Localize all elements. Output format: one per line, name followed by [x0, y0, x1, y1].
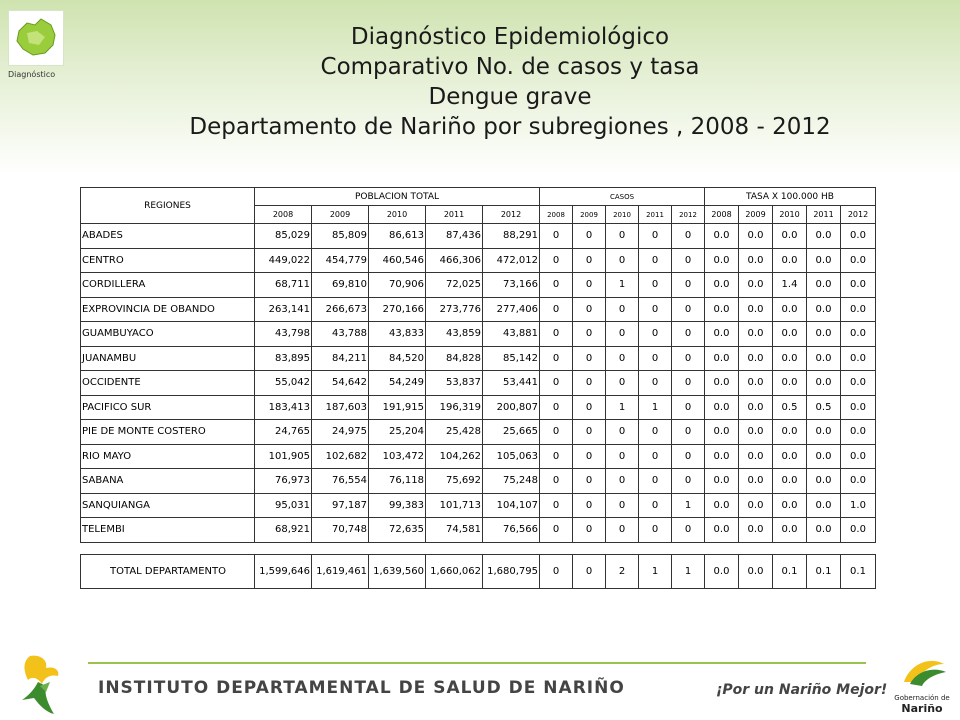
cases-cell: 0 — [672, 420, 705, 445]
rate-cell: 0.0 — [841, 518, 876, 543]
population-cell: 270,166 — [369, 297, 426, 322]
rate-cell: 0.0 — [841, 297, 876, 322]
table-row — [81, 444, 876, 469]
rate-cell: 0.0 — [841, 371, 876, 396]
cases-cell: 0 — [672, 395, 705, 420]
rate-cell: 0.0 — [773, 469, 807, 494]
cases-cell: 0 — [540, 322, 573, 347]
cases-cell: 1 — [672, 554, 705, 588]
rate-cell: 0.0 — [739, 371, 773, 396]
population-cell: 104,107 — [483, 493, 540, 518]
cases-cell: 0 — [639, 273, 672, 298]
cases-cell: 0 — [540, 518, 573, 543]
cases-cell: 0 — [540, 346, 573, 371]
cases-cell: 0 — [573, 371, 606, 396]
rate-cell: 0.0 — [705, 297, 739, 322]
region-cell: SABANA — [81, 469, 255, 494]
population-cell: 70,906 — [369, 273, 426, 298]
population-cell: 449,022 — [255, 248, 312, 273]
rate-cell: 0.0 — [773, 322, 807, 347]
year-header: 2010 — [773, 206, 807, 224]
year-header: 2009 — [739, 206, 773, 224]
cases-cell: 0 — [540, 248, 573, 273]
population-cell: 466,306 — [426, 248, 483, 273]
rate-cell: 0.0 — [739, 444, 773, 469]
table-row — [81, 346, 876, 371]
cases-cell: 0 — [573, 346, 606, 371]
rate-cell: 0.0 — [773, 493, 807, 518]
cases-cell: 0 — [672, 371, 705, 396]
rate-cell: 0.5 — [807, 395, 841, 420]
spacer-row — [81, 542, 876, 554]
rate-cell: 0.0 — [807, 518, 841, 543]
population-cell: 99,383 — [369, 493, 426, 518]
region-cell: TELEMBI — [81, 518, 255, 543]
table-row — [81, 518, 876, 543]
rate-cell: 0.0 — [807, 224, 841, 249]
population-cell: 97,187 — [312, 493, 369, 518]
cases-cell: 0 — [540, 395, 573, 420]
cases-cell: 0 — [606, 444, 639, 469]
table-row — [81, 297, 876, 322]
cases-cell: 0 — [606, 224, 639, 249]
region-cell: OCCIDENTE — [81, 371, 255, 396]
rate-cell: 0.0 — [841, 322, 876, 347]
page-title — [90, 22, 930, 142]
rate-cell: 0.0 — [807, 420, 841, 445]
dengue-table — [80, 187, 876, 589]
rate-cell: 0.0 — [841, 469, 876, 494]
cases-cell: 0 — [672, 297, 705, 322]
cases-cell: 0 — [573, 518, 606, 543]
population-cell: 76,566 — [483, 518, 540, 543]
population-cell: 25,665 — [483, 420, 540, 445]
rate-cell: 0.0 — [807, 273, 841, 298]
total-row — [81, 554, 876, 588]
cases-cell: 0 — [639, 518, 672, 543]
cases-cell: 0 — [606, 420, 639, 445]
population-cell: 1,619,461 — [312, 554, 369, 588]
rate-cell: 0.0 — [807, 469, 841, 494]
year-header: 2009 — [312, 206, 369, 224]
rate-cell: 0.0 — [705, 554, 739, 588]
population-cell: 200,807 — [483, 395, 540, 420]
population-cell: 103,472 — [369, 444, 426, 469]
population-cell: 84,828 — [426, 346, 483, 371]
population-cell: 273,776 — [426, 297, 483, 322]
rate-cell: 0.0 — [841, 224, 876, 249]
population-cell: 54,249 — [369, 371, 426, 396]
cases-cell: 1 — [639, 554, 672, 588]
rate-cell: 0.0 — [705, 518, 739, 543]
population-cell: 74,581 — [426, 518, 483, 543]
region-cell: RIO MAYO — [81, 444, 255, 469]
rate-cell: 1.0 — [841, 493, 876, 518]
population-cell: 102,682 — [312, 444, 369, 469]
region-cell: GUAMBUYACO — [81, 322, 255, 347]
population-cell: 68,921 — [255, 518, 312, 543]
cases-cell: 0 — [672, 518, 705, 543]
population-cell: 43,881 — [483, 322, 540, 347]
population-cell: 266,673 — [312, 297, 369, 322]
population-cell: 75,692 — [426, 469, 483, 494]
population-cell: 68,711 — [255, 273, 312, 298]
rate-cell: 0.0 — [739, 322, 773, 347]
population-cell: 196,319 — [426, 395, 483, 420]
spacer-cell — [81, 542, 876, 554]
population-cell: 104,262 — [426, 444, 483, 469]
title-line: Diagnóstico Epidemiológico — [350, 24, 670, 50]
cases-cell: 0 — [639, 420, 672, 445]
cases-cell: 0 — [573, 493, 606, 518]
cases-cell: 1 — [639, 395, 672, 420]
region-cell: SANQUIANGA — [81, 493, 255, 518]
cases-cell: 1 — [672, 493, 705, 518]
population-cell: 83,895 — [255, 346, 312, 371]
cases-cell: 0 — [639, 469, 672, 494]
year-header: 2012 — [483, 206, 540, 224]
rate-cell: 0.0 — [841, 444, 876, 469]
population-cell: 25,204 — [369, 420, 426, 445]
cases-cell: 0 — [540, 420, 573, 445]
population-cell: 101,905 — [255, 444, 312, 469]
rate-cell: 0.0 — [773, 248, 807, 273]
population-cell: 85,809 — [312, 224, 369, 249]
rate-cell: 0.0 — [841, 248, 876, 273]
population-cell: 84,211 — [312, 346, 369, 371]
population-cell: 24,765 — [255, 420, 312, 445]
rate-cell: 0.0 — [705, 469, 739, 494]
population-cell: 70,748 — [312, 518, 369, 543]
cases-cell: 0 — [672, 224, 705, 249]
footer — [0, 652, 960, 720]
cases-cell: 0 — [573, 420, 606, 445]
cases-cell: 0 — [540, 273, 573, 298]
population-cell: 88,291 — [483, 224, 540, 249]
cases-cell: 0 — [606, 322, 639, 347]
rate-cell: 0.0 — [773, 518, 807, 543]
footer-divider — [88, 662, 866, 664]
cases-cell: 0 — [540, 554, 573, 588]
cases-cell: 0 — [639, 444, 672, 469]
table-row — [81, 493, 876, 518]
year-header: 2011 — [639, 206, 672, 224]
year-header: 2011 — [426, 206, 483, 224]
cases-cell: 0 — [606, 371, 639, 396]
region-cell: CENTRO — [81, 248, 255, 273]
population-cell: 101,713 — [426, 493, 483, 518]
rate-cell: 0.0 — [773, 444, 807, 469]
region-cell: JUANAMBU — [81, 346, 255, 371]
rate-cell: 0.0 — [705, 444, 739, 469]
population-cell: 191,915 — [369, 395, 426, 420]
cases-cell: 0 — [573, 297, 606, 322]
cases-cell: 0 — [606, 493, 639, 518]
cases-cell: 0 — [672, 322, 705, 347]
cases-cell: 0 — [540, 224, 573, 249]
cases-cell: 0 — [540, 371, 573, 396]
rate-cell: 0.0 — [705, 371, 739, 396]
cases-cell: 0 — [573, 322, 606, 347]
rate-cell: 0.0 — [807, 297, 841, 322]
cases-cell: 0 — [639, 224, 672, 249]
rate-cell: 0.0 — [841, 395, 876, 420]
cases-cell: 0 — [672, 248, 705, 273]
cases-cell: 0 — [573, 224, 606, 249]
population-cell: 1,680,795 — [483, 554, 540, 588]
population-cell: 183,413 — [255, 395, 312, 420]
map-logo — [8, 10, 64, 66]
rate-cell: 0.0 — [705, 420, 739, 445]
cases-cell: 0 — [639, 297, 672, 322]
governorship-logo — [890, 652, 954, 720]
rate-cell: 0.0 — [705, 346, 739, 371]
rate-cell: 0.0 — [705, 395, 739, 420]
slogan: ¡Por un Nariño Mejor! — [716, 682, 888, 698]
year-header: 2008 — [705, 206, 739, 224]
data-table-wrapper — [80, 187, 875, 589]
table-row — [81, 224, 876, 249]
rate-cell: 0.1 — [773, 554, 807, 588]
population-cell: 53,837 — [426, 371, 483, 396]
cases-cell: 0 — [573, 273, 606, 298]
year-header: 2008 — [540, 206, 573, 224]
rate-cell: 0.0 — [705, 493, 739, 518]
cases-cell: 0 — [573, 554, 606, 588]
population-cell: 85,029 — [255, 224, 312, 249]
population-cell: 54,642 — [312, 371, 369, 396]
cases-cell: 0 — [672, 469, 705, 494]
cases-cell: 0 — [540, 493, 573, 518]
table-row — [81, 248, 876, 273]
rate-cell: 0.0 — [773, 420, 807, 445]
rate-cell: 0.0 — [705, 224, 739, 249]
cases-cell: 1 — [606, 273, 639, 298]
rate-cell: 0.0 — [807, 371, 841, 396]
gov-logo-line2: Nariño — [901, 702, 943, 715]
population-cell: 86,613 — [369, 224, 426, 249]
table-row — [81, 420, 876, 445]
population-cell: 55,042 — [255, 371, 312, 396]
title-line: Comparativo No. de casos y tasa — [320, 54, 700, 80]
population-cell: 43,859 — [426, 322, 483, 347]
population-cell: 472,012 — [483, 248, 540, 273]
gov-logo-line1: Gobernación de — [894, 694, 950, 702]
cases-cell: 0 — [639, 346, 672, 371]
cases-cell: 0 — [639, 493, 672, 518]
population-cell: 24,975 — [312, 420, 369, 445]
population-cell: 43,833 — [369, 322, 426, 347]
logo-caption: Diagnóstico — [8, 70, 56, 79]
population-cell: 105,063 — [483, 444, 540, 469]
institute-name: INSTITUTO DEPARTAMENTAL DE SALUD DE NARIÑO — [98, 678, 625, 698]
population-cell: 277,406 — [483, 297, 540, 322]
rate-cell: 0.0 — [739, 554, 773, 588]
cases-cell: 0 — [573, 444, 606, 469]
cases-cell: 0 — [573, 248, 606, 273]
population-cell: 72,025 — [426, 273, 483, 298]
rate-cell: 0.0 — [807, 444, 841, 469]
population-cell: 25,428 — [426, 420, 483, 445]
population-cell: 85,142 — [483, 346, 540, 371]
header-cases: CASOS — [540, 188, 705, 206]
header-population: POBLACION TOTAL — [255, 188, 540, 206]
cases-cell: 0 — [672, 273, 705, 298]
rate-cell: 0.0 — [739, 469, 773, 494]
population-cell: 73,166 — [483, 273, 540, 298]
region-cell: CORDILLERA — [81, 273, 255, 298]
table-row — [81, 371, 876, 396]
bird-logo-icon — [10, 652, 70, 718]
rate-cell: 0.0 — [807, 322, 841, 347]
cases-cell: 0 — [606, 346, 639, 371]
population-cell: 187,603 — [312, 395, 369, 420]
rate-cell: 0.0 — [739, 346, 773, 371]
cases-cell: 0 — [672, 444, 705, 469]
population-cell: 460,546 — [369, 248, 426, 273]
rate-cell: 0.0 — [739, 420, 773, 445]
table-row — [81, 469, 876, 494]
region-cell: EXPROVINCIA DE OBANDO — [81, 297, 255, 322]
cases-cell: 0 — [540, 297, 573, 322]
region-cell: ABADES — [81, 224, 255, 249]
rate-cell: 0.1 — [807, 554, 841, 588]
cases-cell: 0 — [639, 248, 672, 273]
rate-cell: 0.0 — [807, 493, 841, 518]
rate-cell: 0.0 — [739, 224, 773, 249]
population-cell: 454,779 — [312, 248, 369, 273]
rate-cell: 0.0 — [773, 346, 807, 371]
population-cell: 76,554 — [312, 469, 369, 494]
rate-cell: 0.0 — [705, 273, 739, 298]
population-cell: 53,441 — [483, 371, 540, 396]
rate-cell: 0.0 — [739, 297, 773, 322]
rate-cell: 0.5 — [773, 395, 807, 420]
year-header: 2008 — [255, 206, 312, 224]
rate-cell: 0.0 — [739, 395, 773, 420]
region-cell: TOTAL DEPARTAMENTO — [81, 554, 255, 588]
table-row — [81, 395, 876, 420]
population-cell: 75,248 — [483, 469, 540, 494]
rate-cell: 0.0 — [705, 322, 739, 347]
cases-cell: 0 — [540, 444, 573, 469]
cases-cell: 0 — [639, 322, 672, 347]
rate-cell: 0.0 — [773, 224, 807, 249]
cases-cell: 2 — [606, 554, 639, 588]
year-header: 2011 — [807, 206, 841, 224]
population-cell: 95,031 — [255, 493, 312, 518]
rate-cell: 0.0 — [705, 248, 739, 273]
year-header: 2010 — [606, 206, 639, 224]
rate-cell: 0.0 — [807, 248, 841, 273]
title-line: Departamento de Nariño por subregiones , 2008 - 2012 — [189, 114, 831, 140]
rate-cell: 0.0 — [841, 273, 876, 298]
rate-cell: 0.0 — [739, 518, 773, 543]
year-header: 2010 — [369, 206, 426, 224]
cases-cell: 0 — [606, 469, 639, 494]
cases-cell: 1 — [606, 395, 639, 420]
rate-cell: 0.0 — [739, 248, 773, 273]
population-cell: 1,599,646 — [255, 554, 312, 588]
map-icon — [9, 11, 63, 65]
population-cell: 263,141 — [255, 297, 312, 322]
table-row — [81, 322, 876, 347]
region-cell: PIE DE MONTE COSTERO — [81, 420, 255, 445]
population-cell: 76,973 — [255, 469, 312, 494]
rate-cell: 0.0 — [807, 346, 841, 371]
header-regions: REGIONES — [81, 188, 255, 224]
year-header: 2012 — [672, 206, 705, 224]
cases-cell: 0 — [639, 371, 672, 396]
header-rate: TASA X 100.000 HB — [705, 188, 876, 206]
year-header: 2009 — [573, 206, 606, 224]
population-cell: 43,788 — [312, 322, 369, 347]
population-cell: 69,810 — [312, 273, 369, 298]
population-cell: 87,436 — [426, 224, 483, 249]
cases-cell: 0 — [606, 297, 639, 322]
region-cell: PACIFICO SUR — [81, 395, 255, 420]
rate-cell: 0.0 — [773, 371, 807, 396]
title-line: Dengue grave — [428, 84, 592, 110]
rate-cell: 1.4 — [773, 273, 807, 298]
rate-cell: 0.0 — [773, 297, 807, 322]
population-cell: 72,635 — [369, 518, 426, 543]
rate-cell: 0.0 — [739, 273, 773, 298]
cases-cell: 0 — [606, 248, 639, 273]
rate-cell: 0.1 — [841, 554, 876, 588]
cases-cell: 0 — [672, 346, 705, 371]
rate-cell: 0.0 — [841, 420, 876, 445]
cases-cell: 0 — [573, 395, 606, 420]
cases-cell: 0 — [606, 518, 639, 543]
population-cell: 84,520 — [369, 346, 426, 371]
cases-cell: 0 — [540, 469, 573, 494]
population-cell: 1,660,062 — [426, 554, 483, 588]
population-cell: 43,798 — [255, 322, 312, 347]
rate-cell: 0.0 — [739, 493, 773, 518]
rate-cell: 0.0 — [841, 346, 876, 371]
year-header: 2012 — [841, 206, 876, 224]
table-row — [81, 273, 876, 298]
population-cell: 1,639,560 — [369, 554, 426, 588]
cases-cell: 0 — [573, 469, 606, 494]
population-cell: 76,118 — [369, 469, 426, 494]
